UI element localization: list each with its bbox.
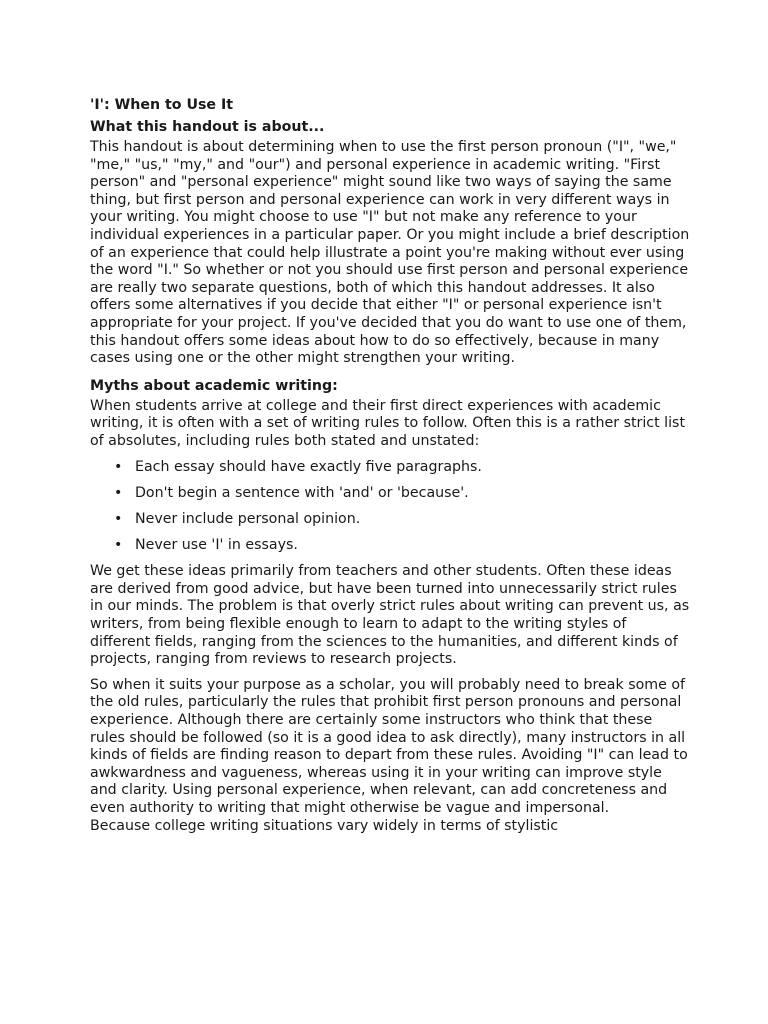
bullet-icon: •: [114, 510, 123, 527]
paragraph-myths-intro: When students arrive at college and their first direct experiences with academic writing, it is often with a set of writing rules to follow. Often this is a rather strict list of absolutes, including rules both stated and unstated:: [90, 397, 686, 449]
bullet-icon: •: [114, 537, 123, 554]
section-heading-about: What this handout is about...: [90, 119, 325, 135]
list-item: [114, 458, 690, 477]
rules-list: [90, 459, 690, 555]
list-item-text: Each essay should have exactly five paragraphs.: [135, 458, 482, 475]
list-item-text: Never include personal opinion.: [135, 510, 361, 527]
section-heading-myths: Myths about academic writing:: [90, 377, 338, 394]
list-item: [114, 510, 690, 529]
list-item-text: Never use 'I' in essays.: [135, 537, 298, 554]
bullet-icon: •: [114, 458, 123, 475]
paragraph-myths-origin: We get these ideas primarily from teachers and other students. Often these ideas are derived from good advice, but have been turned into unnecessarily strict rules in our minds. The problem is that overly strict rules about writing can prevent us, as writers, from being flexible enough to learn to adapt to the writing styles of different fields, ranging from the sciences to the humanities, and different kinds of projects, ranging from reviews to research projects.: [90, 563, 690, 668]
list-item-text: Don't begin a sentence with 'and' or 'because'.: [135, 484, 469, 501]
bullet-icon: •: [114, 484, 123, 501]
list-item: [114, 484, 690, 503]
document-title: 'I': When to Use It: [90, 97, 234, 113]
paragraph-about: This handout is about determining when to use the first person pronoun ("I", "we," "me," "us," "my," and "our") and personal experience in academic writing. "First person" and "personal experience" might sound like two ways of saying the same thing, but first person and personal experience can work in very different ways in your writing. You might choose to use "I" but not make any reference to your individual experiences in a particular paper. Or you might include a brief description of an experience that could help illustrate a point you're making without ever using the word "I." So whether or not you should use first person and personal experience are really two separate questions, both of which this handout addresses. It also offers some alternatives if you decide that either "I" or personal experience isn't appropriate for your project. If you've decided that you do want to use one of them, this handout offers some ideas about how to do so effectively, because in many cases using one or the other might strengthen your writing.: [90, 139, 690, 367]
paragraph-myths-continued: Because college writing situations vary widely in terms of stylistic: [90, 817, 559, 834]
list-item: [114, 537, 690, 555]
paragraph-myths-break-rules: So when it suits your purpose as a scholar, you will probably need to break some of the old rules, particularly the rules that prohibit first person pronouns and personal experience. Although there are certainly some instructors who think that these rules should be followed (so it is a good idea to ask directly), many instructors in all kinds of fields are finding reason to depart from these rules. Avoiding "I" can lead to awkwardness and vagueness, whereas using it in your writing can improve style and clarity. Using personal experience, when relevant, can add concreteness and even authority to writing that might otherwise be vague and impersonal.: [90, 676, 688, 816]
document-body: [90, 95, 690, 843]
